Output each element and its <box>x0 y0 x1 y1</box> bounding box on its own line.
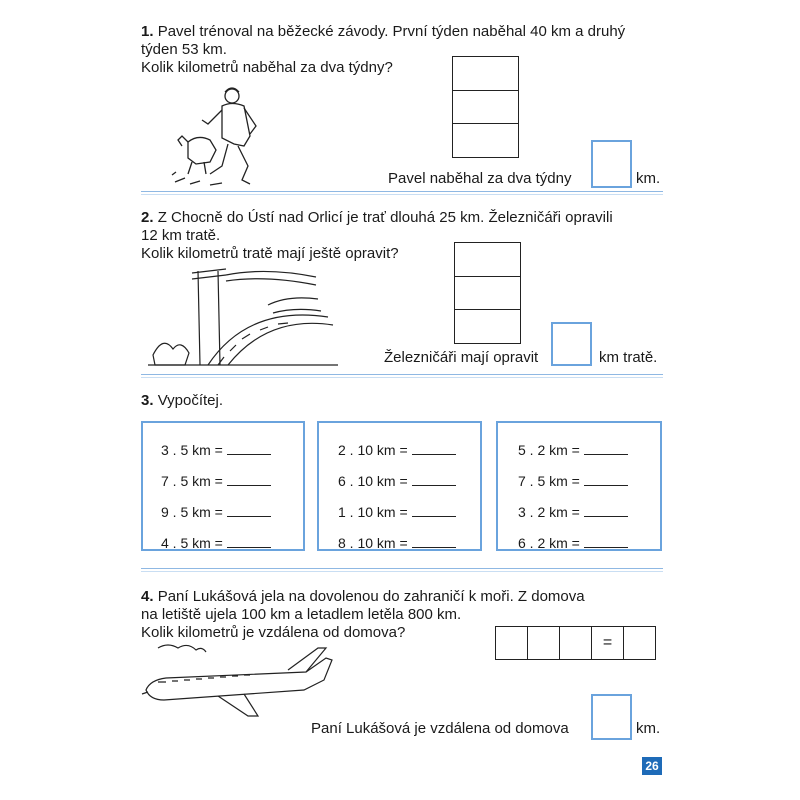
answer-blank[interactable] <box>412 473 456 486</box>
task2-text-line1 <box>141 209 613 226</box>
calc-box-1 <box>141 421 305 551</box>
calc-expression: 4 . 5 km = <box>161 535 223 551</box>
answer-blank[interactable] <box>227 535 271 548</box>
page-number-badge: 26 <box>642 757 662 775</box>
task4-answer-unit: km. <box>636 720 661 737</box>
calc-row[interactable] <box>161 535 271 551</box>
calc-row[interactable] <box>161 473 271 489</box>
equation-cell[interactable] <box>527 626 560 660</box>
task1-answer-box[interactable] <box>591 140 632 188</box>
calc-expression: 5 . 2 km = <box>518 442 580 458</box>
task1-number: 1. <box>141 23 154 40</box>
separator-3 <box>141 568 663 572</box>
task3-heading <box>141 392 223 409</box>
task3-number: 3. <box>141 392 154 409</box>
answer-blank[interactable] <box>584 504 628 517</box>
calc-row[interactable] <box>518 442 628 458</box>
task2-number: 2. <box>141 209 154 226</box>
separator-2 <box>141 374 663 378</box>
equation-equals-cell: = <box>591 626 624 660</box>
task4-text-line1 <box>141 588 585 605</box>
answer-blank[interactable] <box>412 442 456 455</box>
calc-expression: 6 . 2 km = <box>518 535 580 551</box>
task4-number: 4. <box>141 588 154 605</box>
answer-blank[interactable] <box>227 504 271 517</box>
task2-answer-unit: km tratě. <box>599 349 658 366</box>
calc-row[interactable] <box>518 473 628 489</box>
answer-blank[interactable] <box>584 442 628 455</box>
answer-blank[interactable] <box>584 535 628 548</box>
equation-cell[interactable] <box>495 626 528 660</box>
calc-expression: 3 . 2 km = <box>518 504 580 520</box>
airplane-illustration <box>138 640 338 720</box>
task4-line2: na letiště ujela 100 km a letadlem letěla 800 km. <box>141 606 462 623</box>
task2-answer-text: Železničáři mají opravit <box>384 349 539 366</box>
calc-expression: 8 . 10 km = <box>338 535 408 551</box>
task2-calculation-box[interactable] <box>454 242 521 344</box>
task4-answer-text: Paní Lukášová je vzdálena od domova <box>311 720 569 737</box>
calc-box-2 <box>317 421 482 551</box>
calc-expression: 1 . 10 km = <box>338 504 408 520</box>
task1-answer-unit: km. <box>636 170 661 187</box>
calc-row[interactable] <box>338 535 456 551</box>
task2-line1: Z Chocně do Ústí nad Orlicí je trať dlouhá 25 km. Železničáři opravili <box>157 209 613 226</box>
calc-row[interactable] <box>338 504 456 520</box>
calc-row[interactable] <box>161 442 271 458</box>
runner-with-dog-illustration <box>170 82 270 192</box>
calc-expression: 7 . 5 km = <box>518 473 580 489</box>
calc-row[interactable] <box>338 473 456 489</box>
task3-title: Vypočítej. <box>157 392 223 409</box>
answer-blank[interactable] <box>227 442 271 455</box>
task1-answer-text: Pavel naběhal za dva týdny <box>388 170 572 187</box>
task4-answer-box[interactable] <box>591 694 632 740</box>
answer-blank[interactable] <box>584 473 628 486</box>
calc-expression: 7 . 5 km = <box>161 473 223 489</box>
task1-line2: týden 53 km. <box>141 41 227 58</box>
task4-equation-row[interactable] <box>496 626 656 660</box>
task2-question: Kolik kilometrů tratě mají ještě opravit? <box>141 245 399 262</box>
answer-blank[interactable] <box>227 473 271 486</box>
equation-cell[interactable] <box>559 626 592 660</box>
task2-answer-box[interactable] <box>551 322 592 366</box>
task1-calculation-box[interactable] <box>452 56 519 158</box>
calc-box-3 <box>496 421 662 551</box>
calc-row[interactable] <box>518 504 628 520</box>
task1-text-line1 <box>141 23 625 40</box>
railway-track-illustration <box>148 265 338 370</box>
answer-blank[interactable] <box>412 504 456 517</box>
task4-question: Kolik kilometrů je vzdálena od domova? <box>141 624 406 641</box>
calc-row[interactable] <box>338 442 456 458</box>
calc-row[interactable] <box>518 535 628 551</box>
answer-blank[interactable] <box>412 535 456 548</box>
calc-expression: 9 . 5 km = <box>161 504 223 520</box>
task1-line1: Pavel trénoval na běžecké závody. První týden naběhal 40 km a druhý <box>157 23 626 40</box>
equation-cell[interactable] <box>623 626 656 660</box>
task2-line2: 12 km tratě. <box>141 227 221 244</box>
task4-line1: Paní Lukášová jela na dovolenou do zahraničí k moři. Z domova <box>157 588 585 605</box>
calc-expression: 2 . 10 km = <box>338 442 408 458</box>
calc-expression: 3 . 5 km = <box>161 442 223 458</box>
task1-question: Kolik kilometrů naběhal za dva týdny? <box>141 59 393 76</box>
calc-expression: 6 . 10 km = <box>338 473 408 489</box>
calc-row[interactable] <box>161 504 271 520</box>
separator-1 <box>141 191 663 195</box>
